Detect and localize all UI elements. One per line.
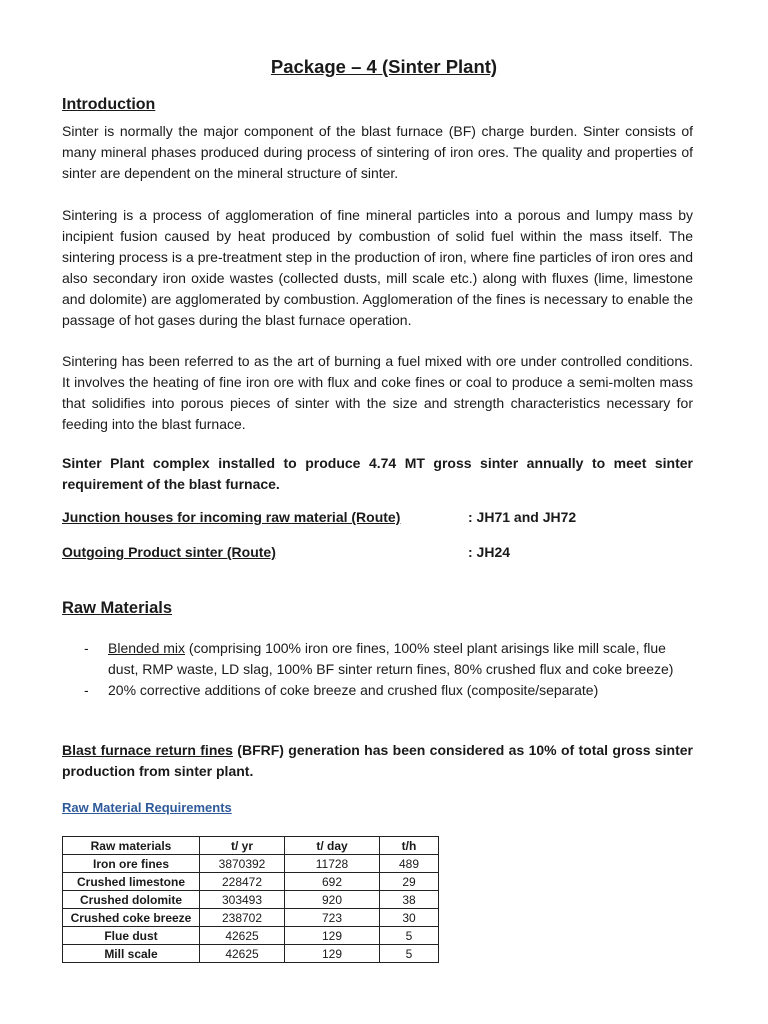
raw-materials-list: [84, 638, 694, 701]
tonnes-per-year: 238702: [200, 909, 285, 927]
capacity-statement: Sinter Plant complex installed to produce 4.74 MT gross sinter annually to meet sinter requirement of the blast furnace.: [62, 455, 693, 492]
bfrf-text: (BFRF) generation has been considered as 10% of total gross sinter production from sinter plant.: [62, 742, 693, 779]
page-title: Package – 4 (Sinter Plant): [270, 56, 498, 77]
bullet-dash: -: [84, 640, 89, 656]
table-row: [63, 873, 439, 891]
intro-paragraph-2: Sintering is a process of agglomeration of fine mineral particles into a porous and lumpy mass by incipient fusion caused by heat produced by combustion of solid fuel within the mass itself. The sintering process is a pre-treatment step in the production of iron, where fine particles of iron ores and also secondary iron oxide wastes (collected dusts, mill scale etc.) along with fluxes (lime, limestone and dolomite) are agglomerated by combustion. Agglomeration of the fines is necessary to enable the passage of hot gases during the blast furnace operation.: [62, 207, 693, 328]
table-row: [63, 927, 439, 945]
intro-paragraph-1: Sinter is normally the major component of the blast furnace (BF) charge burden. Sinter consists of many mineral phases produced during process of sintering of iron ores. The quality and properties of sinter are dependent on the mineral structure of sinter.: [62, 123, 693, 181]
incoming-route-value: : JH71 and JH72: [468, 509, 577, 525]
raw-materials-heading: Raw Materials: [62, 599, 173, 617]
table-row: [63, 891, 439, 909]
bfrf-term: Blast furnace return fines: [62, 742, 233, 758]
column-header: t/ day: [285, 837, 380, 855]
tonnes-per-day: 11728: [285, 855, 380, 873]
material-name: Crushed coke breeze: [63, 909, 200, 927]
bullet-dash: -: [84, 682, 89, 698]
tonnes-per-day: 692: [285, 873, 380, 891]
column-header: t/h: [380, 837, 439, 855]
list-item: [84, 638, 694, 680]
introduction-heading: Introduction: [62, 96, 156, 113]
tonnes-per-year: 3870392: [200, 855, 285, 873]
tonnes-per-hour: 5: [380, 927, 439, 945]
table-header-row: [63, 837, 439, 855]
tonnes-per-year: 228472: [200, 873, 285, 891]
table-row: [63, 855, 439, 873]
tonnes-per-hour: 38: [380, 891, 439, 909]
list-item: [84, 680, 694, 701]
tonnes-per-day: 129: [285, 945, 380, 963]
tonnes-per-day: 920: [285, 891, 380, 909]
column-header: Raw materials: [63, 837, 200, 855]
tonnes-per-hour: 489: [380, 855, 439, 873]
bullet-text: (comprising 100% iron ore fines, 100% steel plant arisings like mill scale, flue dust, RMP waste, LD slag, 100% BF sinter return fines, 80% crushed flux and coke breeze): [108, 640, 674, 677]
tonnes-per-hour: 5: [380, 945, 439, 963]
material-name: Iron ore fines: [63, 855, 200, 873]
tonnes-per-hour: 29: [380, 873, 439, 891]
tonnes-per-year: 303493: [200, 891, 285, 909]
tonnes-per-day: 129: [285, 927, 380, 945]
column-header: t/ yr: [200, 837, 285, 855]
material-name: Crushed dolomite: [63, 891, 200, 909]
raw-material-requirements-heading: Raw Material Requirements: [62, 800, 232, 815]
intro-paragraph-3: Sintering has been referred to as the art of burning a fuel mixed with ore under controlled conditions. It involves the heating of fine iron ore with flux and coke fines or coal to produce a semi-molten mass that solidifies into porous pieces of sinter with the size and strength characteristics necessary for feeding into the blast furnace.: [62, 353, 693, 432]
table-row: [63, 945, 439, 963]
tonnes-per-day: 723: [285, 909, 380, 927]
tonnes-per-hour: 30: [380, 909, 439, 927]
requirements-table: [62, 836, 439, 963]
outgoing-route-label: Outgoing Product sinter (Route): [62, 544, 276, 560]
table-row: [63, 909, 439, 927]
incoming-route-label: Junction houses for incoming raw material (Route): [62, 509, 401, 525]
tonnes-per-year: 42625: [200, 927, 285, 945]
tonnes-per-year: 42625: [200, 945, 285, 963]
blended-mix-term: Blended mix: [108, 640, 186, 656]
outgoing-route-value: : JH24: [468, 544, 511, 560]
material-name: Mill scale: [63, 945, 200, 963]
material-name: Flue dust: [63, 927, 200, 945]
material-name: Crushed limestone: [63, 873, 200, 891]
bfrf-statement: [62, 740, 693, 782]
bullet-text: 20% corrective additions of coke breeze and crushed flux (composite/separate): [108, 682, 599, 698]
